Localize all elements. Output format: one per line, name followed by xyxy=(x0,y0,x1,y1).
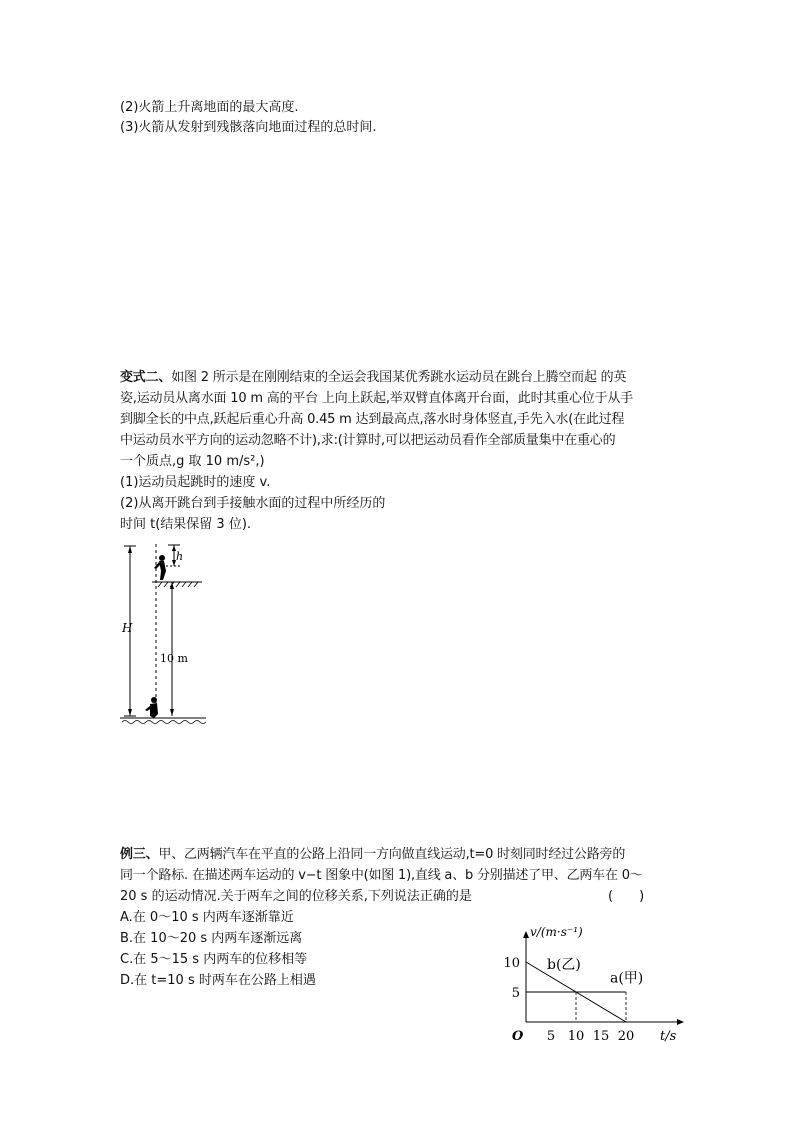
question-2: (2)火箭上升离地面的最大高度. xyxy=(120,100,299,115)
diver-bottom-icon xyxy=(145,697,158,718)
x-tick-label: 10 xyxy=(567,1029,585,1044)
label-h: h xyxy=(176,550,184,563)
question-3: (3)火箭从发射到残骸落向地面过程的总时间. xyxy=(120,120,377,135)
option-c: C.在 5～15 s 内两车的位移相等 xyxy=(120,952,308,967)
x-tick-label: 15 xyxy=(592,1029,610,1044)
x-axis-label: t/s xyxy=(660,1029,677,1044)
x-tick-label: 5 xyxy=(546,1029,556,1044)
diving-figure xyxy=(118,540,218,735)
y-tick-label: 5 xyxy=(511,986,520,1001)
variant2-sub2b: 时间 t(结果保留 3 位). xyxy=(120,517,252,532)
variant2-text1: 如图 2 所示是在刚刚结束的全运会我国某优秀跳水运动员在跳台上腾空而起 的英 xyxy=(171,370,627,385)
variant2-sub1: (1)运动员起跳时的速度 v. xyxy=(120,475,271,490)
example3-line3 xyxy=(120,887,645,907)
example3-heading: 例三、 xyxy=(120,847,159,862)
answer-bracket: ( ) xyxy=(608,889,645,904)
x-axis-arrow xyxy=(677,1019,684,1025)
variant2-heading: 变式二、 xyxy=(120,370,172,385)
option-b: B.在 10～20 s 内两车逐渐远离 xyxy=(120,931,303,946)
y-axis-arrow xyxy=(523,931,529,938)
variant2-line1 xyxy=(120,368,626,388)
example3-line1 xyxy=(120,845,625,865)
origin-label: O xyxy=(512,1029,524,1044)
variant2-line3: 到脚全长的中点,跃起后重心升高 0.45 m 达到最高点,落水时身体竖直,手先入水(在此过程 xyxy=(120,412,625,427)
option-a: A.在 0～10 s 内两车逐渐靠近 xyxy=(120,910,294,925)
vt-chart xyxy=(494,922,694,1052)
example3-line2: 同一个路标. 在描述两车运动的 v−t 图象中(如图 1),直线 a、b 分别描述了甲、乙两车在 0～ xyxy=(120,868,643,883)
series-a-label: a(甲) xyxy=(610,970,644,987)
option-d: D.在 t=10 s 时两车在公路上相遇 xyxy=(120,973,316,988)
example3-text1: 甲、乙两辆汽车在平直的公路上沿同一方向做直线运动,t=0 时刻同时经过公路旁的 xyxy=(158,847,626,862)
variant2-line5: 一个质点,g 取 10 m/s²,) xyxy=(120,454,265,469)
example3-text3: 20 s 的运动情况.关于两车之间的位移关系,下列说法正确的是 xyxy=(120,889,472,904)
y-axis-label: v/(m·s⁻¹) xyxy=(530,925,583,939)
variant2-line2: 姿,运动员从离水面 10 m 高的平台 上向上跃起,举双臂直体离开台面，此时其重心位于从手 xyxy=(120,391,634,406)
variant2-line4: 中运动员水平方向的运动忽略不计),求:(计算时,可以把运动员看作全部质量集中在重心的 xyxy=(120,433,616,448)
label-H: H xyxy=(122,621,133,635)
label-10m: 10 m xyxy=(160,652,188,665)
variant2-sub2a: (2)从离开跳台到手接触水面的过程中所经历的 xyxy=(120,496,386,511)
series-b-label: b(乙) xyxy=(547,957,581,974)
y-tick-label: 10 xyxy=(503,956,520,971)
x-tick-label: 20 xyxy=(617,1029,635,1044)
